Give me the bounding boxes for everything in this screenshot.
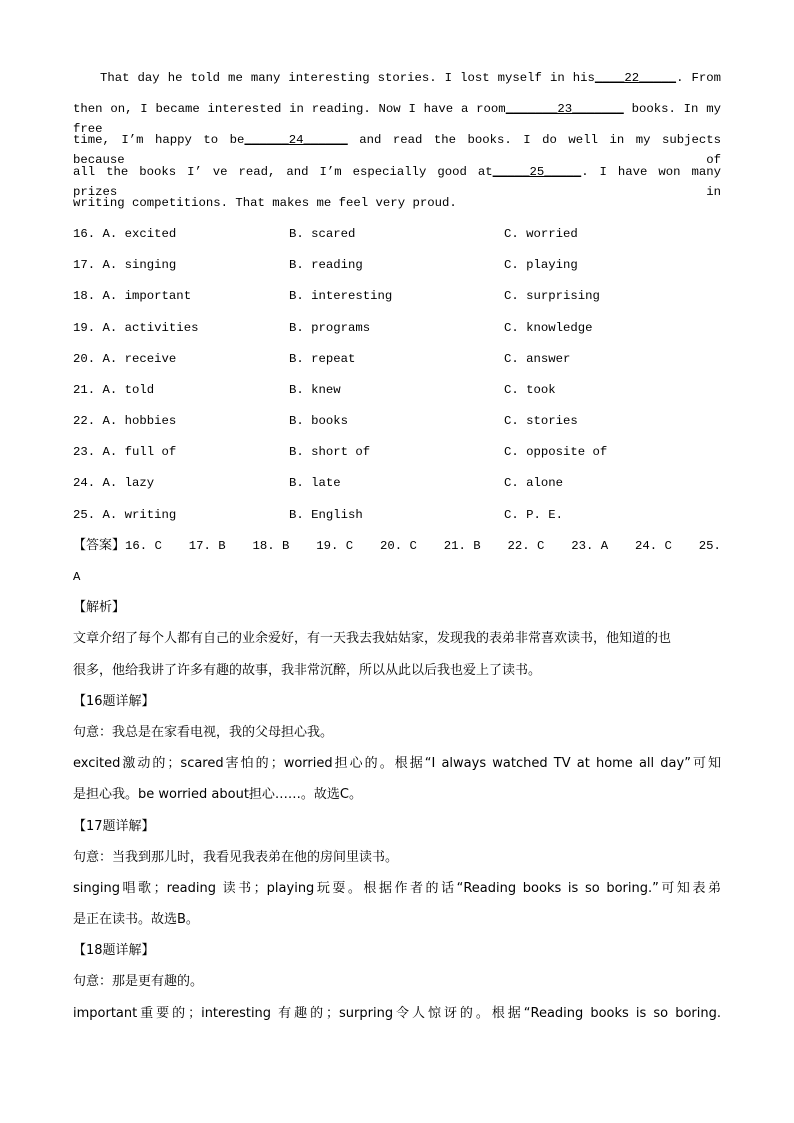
passage-text: books. In my free <box>73 102 721 137</box>
option-b: B. programs <box>289 320 371 335</box>
answer-item: 24. C <box>635 538 672 553</box>
option-c: C. knowledge <box>504 320 593 335</box>
option-a: 19. A. activities <box>73 320 199 335</box>
option-b: B. repeat <box>289 351 356 366</box>
answer-item: 25. <box>698 538 721 553</box>
q16-explain-2: 是担心我。be worried about担心……。故选C。 <box>73 787 363 803</box>
option-c: C. took <box>504 382 556 397</box>
option-c: C. answer <box>504 351 571 366</box>
option-row <box>73 349 721 380</box>
option-b: B. English <box>289 507 363 522</box>
options-list <box>73 224 721 536</box>
q17-meaning: 句意：当我到那儿时，我看见我表弟在他的房间里读书。 <box>73 849 399 865</box>
passage-line-1 <box>73 68 721 99</box>
blank-22: ____22_____ <box>594 71 677 85</box>
answer-item: 19. C <box>316 538 354 553</box>
option-row <box>73 318 721 349</box>
answer-item: 22. C <box>507 538 545 553</box>
option-a: 23. A. full of <box>73 445 177 460</box>
option-b: B. books <box>289 414 349 429</box>
option-a: 21. A. told <box>73 382 155 397</box>
q18-heading: 【18题详解】 <box>73 943 155 959</box>
blank-25: _____25_____ <box>492 164 582 179</box>
answer-wrap: A <box>73 570 81 584</box>
q17-heading: 【17题详解】 <box>73 818 155 834</box>
passage-text: writing competitions. That makes me feel very proud. <box>73 195 457 210</box>
passage-text: . From <box>676 71 721 85</box>
q17-explain-2: 是正在读书。故选B。 <box>73 912 199 928</box>
option-b: B. short of <box>289 445 371 460</box>
passage-text: and read the books. I do well in my subjects because of <box>73 133 721 168</box>
answer-item: 17. B <box>188 538 226 553</box>
passage-text: all the books I’ ve read, and I’m especially good at <box>73 164 493 179</box>
analysis-line-1: 文章介绍了每个人都有自己的业余爱好，有一天我去我姑姑家，发现我的表弟非常喜欢读书，他知道的也 <box>73 631 672 647</box>
option-a: 25. A. writing <box>73 507 177 522</box>
answer-label: 【答案】 <box>73 537 126 553</box>
option-row <box>73 255 721 286</box>
answer-item: 16. C <box>125 538 162 553</box>
answer-item: 21. B <box>443 538 481 553</box>
option-row <box>73 473 721 504</box>
option-b: B. late <box>289 476 341 491</box>
passage-text: . I have won many prizes in <box>73 164 721 199</box>
passage-line-2 <box>73 99 721 137</box>
passage-text: That day he told me many interesting stories. I lost myself in his <box>100 71 595 85</box>
option-row <box>73 286 721 317</box>
option-b: B. reading <box>289 258 363 273</box>
passage-text: time, I’m happy to be <box>73 133 245 148</box>
blank-23: _______23_______ <box>505 102 624 117</box>
passage-text: then on, I became interested in reading. Now I have a room <box>73 102 506 117</box>
option-b: B. interesting <box>289 289 393 304</box>
option-row <box>73 442 721 473</box>
option-a: 18. A. important <box>73 289 192 304</box>
passage-line-4 <box>73 162 721 199</box>
answer-item: 23. A <box>571 538 609 553</box>
option-c: C. playing <box>504 258 578 273</box>
document-page <box>73 68 721 1035</box>
q18-explain-1: important重要的；interesting 有趣的；surpring令人惊讶的。根据“Reading books is so boring. <box>73 1005 721 1021</box>
passage-line-3 <box>73 130 721 168</box>
option-c: C. alone <box>504 476 564 491</box>
option-c: C. opposite of <box>504 445 608 460</box>
option-c: C. stories <box>504 414 578 429</box>
option-b: B. scared <box>289 226 356 241</box>
analysis-heading: 【解析】 <box>73 600 126 616</box>
q17-explain-1: singing唱歌；reading 读书；playing玩耍。根据作者的话“Reading books is so boring.”可知表弟 <box>73 880 721 896</box>
option-c: C. surprising <box>504 289 600 304</box>
option-row <box>73 411 721 442</box>
analysis-line-2: 很多，他给我讲了许多有趣的故事，我非常沉醉，所以从此以后我也爱上了读书。 <box>73 662 542 678</box>
q18-meaning: 句意：那是更有趣的。 <box>73 974 204 990</box>
option-row <box>73 224 721 255</box>
option-b: B. knew <box>289 382 341 397</box>
q16-heading: 【16题详解】 <box>73 693 155 709</box>
option-a: 16. A. excited <box>73 226 177 241</box>
option-row <box>73 505 721 536</box>
q16-meaning: 句意：我总是在家看电视，我的父母担心我。 <box>73 724 334 740</box>
option-a: 20. A. receive <box>73 351 177 366</box>
option-c: C. P. E. <box>504 507 564 522</box>
answer-line <box>73 536 721 567</box>
option-c: C. worried <box>504 226 578 241</box>
blank-24: ______24______ <box>244 133 348 148</box>
answer-item: 20. C <box>380 538 417 553</box>
option-row <box>73 380 721 411</box>
option-a: 17. A. singing <box>73 258 177 273</box>
answer-item: 18. B <box>252 538 290 553</box>
q16-explain-1: excited激动的；scared害怕的；worried担心的。根据“I always watched TV at home all day”可知 <box>73 756 721 772</box>
option-a: 22. A. hobbies <box>73 414 177 429</box>
option-a: 24. A. lazy <box>73 476 155 491</box>
